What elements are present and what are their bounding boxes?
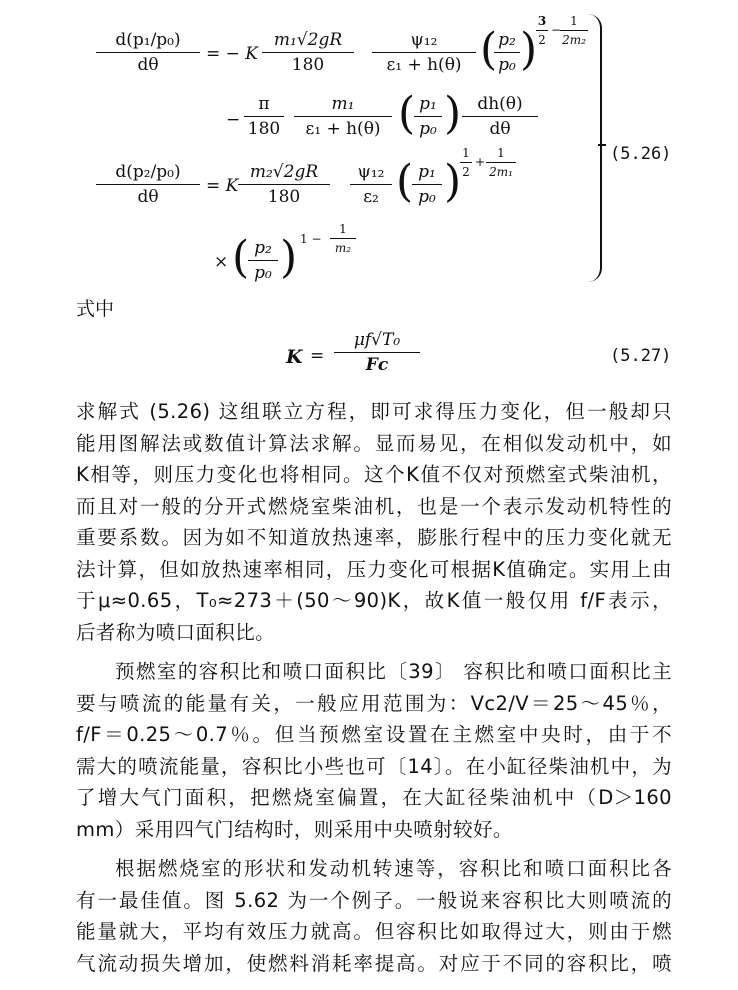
eq2-exponent-a-den: 2 — [462, 165, 470, 179]
eq1-exponent-b — [560, 14, 588, 47]
eq1b-pi-numerator: π — [258, 94, 270, 114]
eq1-const-numerator: m₁√2gR — [273, 30, 343, 50]
eq2-lhs-denominator: dθ — [137, 187, 159, 207]
eq2-exponent-b — [486, 146, 516, 179]
eq2-lhs-numerator: d(p₂/p₀) — [115, 162, 181, 182]
eq1b-m-fraction — [294, 94, 392, 139]
eq2-psi-fraction — [350, 162, 392, 207]
eq1b-m-numerator: m₁ — [331, 94, 355, 114]
paragraph-2-line: f/F＝0.25～0.7％。但当预燃室设置在主燃室中央时，由于不 — [76, 723, 672, 746]
eq3-denominator: Fc — [365, 355, 389, 375]
paragraph-1-line: 求解式 (5.26) 这组联立方程，即可求得压力变化，但一般却只 — [76, 400, 672, 423]
paragraph-1-line: 于μ≈0.65，T₀≈273＋(50～90)K，故K值一般仅用 f/F表示， — [76, 589, 672, 612]
paragraph-2-line: 了增大气门面积，把燃烧室偏置，在大缸径柴油机中（D＞160 — [76, 786, 672, 809]
eq1b-minus: − — [226, 110, 241, 130]
equation-number-5-26: (5.26) — [610, 144, 672, 164]
paragraph-1-line: 重要系数。因为如不知道放热速率，膨胀行程中的压力变化就无 — [76, 526, 672, 549]
paragraph-3-line: 气流动损失增加，使燃料消耗率提高。对应于不同的容积比，喷 — [76, 951, 672, 975]
eq2-psi-numerator: ψ₁₂ — [357, 162, 385, 182]
paragraph-3-line: 能量就大，平均有效压力就高。但容积比如取得过大，则由于燃 — [76, 920, 672, 943]
eq1b-m-denominator: ε₁ + h(θ) — [305, 119, 381, 139]
eq1-ratio-denominator: p₀ — [498, 55, 516, 75]
eq3-fraction — [334, 330, 420, 375]
eq2-ratio-fraction — [412, 162, 442, 207]
eq1b-paren-left: ( — [398, 88, 416, 139]
eq2-paren-right: ) — [444, 156, 462, 207]
eq1-lhs-fraction — [96, 30, 200, 75]
eq1-exponent-a-den: 2 — [538, 33, 546, 47]
eq1-exponent-minus: − — [551, 23, 562, 37]
eq2-lhs-fraction — [96, 162, 200, 207]
eq2-ratio-denominator: p₀ — [418, 187, 436, 207]
paragraph-3 — [76, 853, 672, 979]
eq2-exponent-b-num: 1 — [497, 146, 505, 160]
eq1-exponent-a — [536, 14, 548, 47]
eq1-ratio-numerator: p₂ — [498, 30, 516, 50]
eq1-const-denominator: 180 — [291, 55, 325, 75]
eq2b-times: × — [214, 252, 229, 272]
eq1-exponent-a-num: 3 — [537, 14, 547, 28]
eq1b-dh-fraction — [462, 94, 538, 139]
eq2b-exponent-den: m₂ — [334, 241, 352, 255]
paragraph-2-line: 要与喷流的能量有关，一般应用范围为：Vc2/V＝25～45％， — [76, 691, 672, 715]
paragraph-1-line: 而且对一般的分开式燃烧室柴油机，也是一个表示发动机特性的 — [76, 494, 672, 518]
eq2b-ratio-fraction — [248, 238, 278, 283]
eq1-lhs-denominator: dθ — [137, 55, 159, 75]
eq2b-paren-right: ) — [280, 232, 298, 283]
where-label: 式中 — [76, 298, 115, 320]
equation-number-5-27: (5.27) — [610, 346, 672, 366]
eq3-lhs-k: K — [286, 346, 303, 368]
eq3-equals: = — [310, 346, 325, 366]
eq2-ratio-numerator: p₁ — [418, 162, 436, 182]
eq2-exponent-a — [460, 146, 472, 179]
eq2-paren-left: ( — [396, 156, 414, 207]
paragraph-1 — [76, 396, 672, 648]
paragraph-1-line: 能用图解法或数值计算法求解。显而易见，在相似发动机中，如 — [76, 431, 672, 455]
eq2-const-denominator: 180 — [267, 187, 301, 207]
eq1-const-fraction — [262, 30, 354, 75]
eq1-ratio-fraction — [494, 30, 520, 75]
eq1b-ratio-fraction — [414, 94, 442, 139]
paragraph-2-line: mm）采用四气门结构时，则采用中央喷射较好。 — [76, 817, 513, 841]
eq3-numerator: μf√T₀ — [353, 330, 401, 350]
eq1b-ratio-denominator: p₀ — [419, 119, 437, 139]
eq2-const-numerator: m₂√2gR — [249, 162, 319, 182]
eq2b-exponent — [330, 222, 356, 255]
paragraph-2 — [76, 656, 672, 845]
eq2b-exponent-lead: 1 − — [300, 232, 322, 246]
eq1b-pi-fraction — [244, 94, 284, 139]
eq1-lhs-numerator: d(p₁/p₀) — [115, 30, 181, 50]
paragraph-3-line: 有一最佳值。图 5.62 为一个例子。一般说来容积比大则喷流的 — [76, 888, 672, 912]
eq1-equals-minus-k: = − K — [206, 44, 258, 64]
paragraph-3-line: 根据燃烧室的形状和发动机转速等，容积比和喷口面积比各 — [115, 857, 672, 880]
paragraph-1-line: 后者称为喷口面积比。 — [76, 620, 276, 644]
eq2-equals-k: = K — [206, 176, 239, 196]
eq1b-pi-denominator: 180 — [247, 119, 281, 139]
eq1-psi-denominator: ε₁ + h(θ) — [386, 55, 462, 75]
eq1-psi-fraction — [372, 30, 476, 75]
eq2b-ratio-numerator: p₂ — [254, 238, 272, 258]
eq1b-paren-right: ) — [444, 88, 462, 139]
eq1b-dh-numerator: dh(θ) — [477, 94, 523, 114]
eq2b-exponent-num: 1 — [339, 222, 347, 236]
paragraph-1-line: 法计算，但如放热速率相同，压力变化可根据K值确定。实用上由 — [76, 557, 672, 581]
equation-system-brace — [586, 14, 602, 282]
eq2b-ratio-denominator: p₀ — [254, 263, 272, 283]
paragraph-2-line: 预燃室的容积比和喷口面积比〔39〕 容积比和喷口面积比主 — [115, 660, 672, 683]
eq1-exponent-b-num: 1 — [570, 14, 578, 28]
eq1b-ratio-numerator: p₁ — [419, 94, 437, 114]
eq1b-dh-denominator: dθ — [489, 119, 511, 139]
eq1-paren-right: ) — [520, 24, 538, 75]
paragraph-1-line: K相等，则压力变化也将相同。这个K值不仅对预燃室式柴油机， — [76, 463, 672, 486]
eq1-psi-numerator: ψ₁₂ — [410, 30, 438, 50]
eq1-paren-left: ( — [480, 24, 498, 75]
eq2-const-fraction — [238, 162, 330, 207]
eq2-exponent-b-den: 2m₁ — [489, 165, 513, 179]
eq2-exponent-a-num: 1 — [462, 146, 470, 160]
equation-system-brace-tip — [598, 144, 606, 146]
eq2-exponent-plus: + — [475, 155, 486, 169]
eq2b-paren-left: ( — [232, 232, 250, 283]
eq1-exponent-b-den: 2m₂ — [562, 33, 586, 47]
paragraph-2-line: 需大的喷流能量，容积比小些也可〔14〕。在小缸径柴油机中，为 — [76, 754, 672, 778]
eq2-psi-denominator: ε₂ — [363, 187, 379, 207]
